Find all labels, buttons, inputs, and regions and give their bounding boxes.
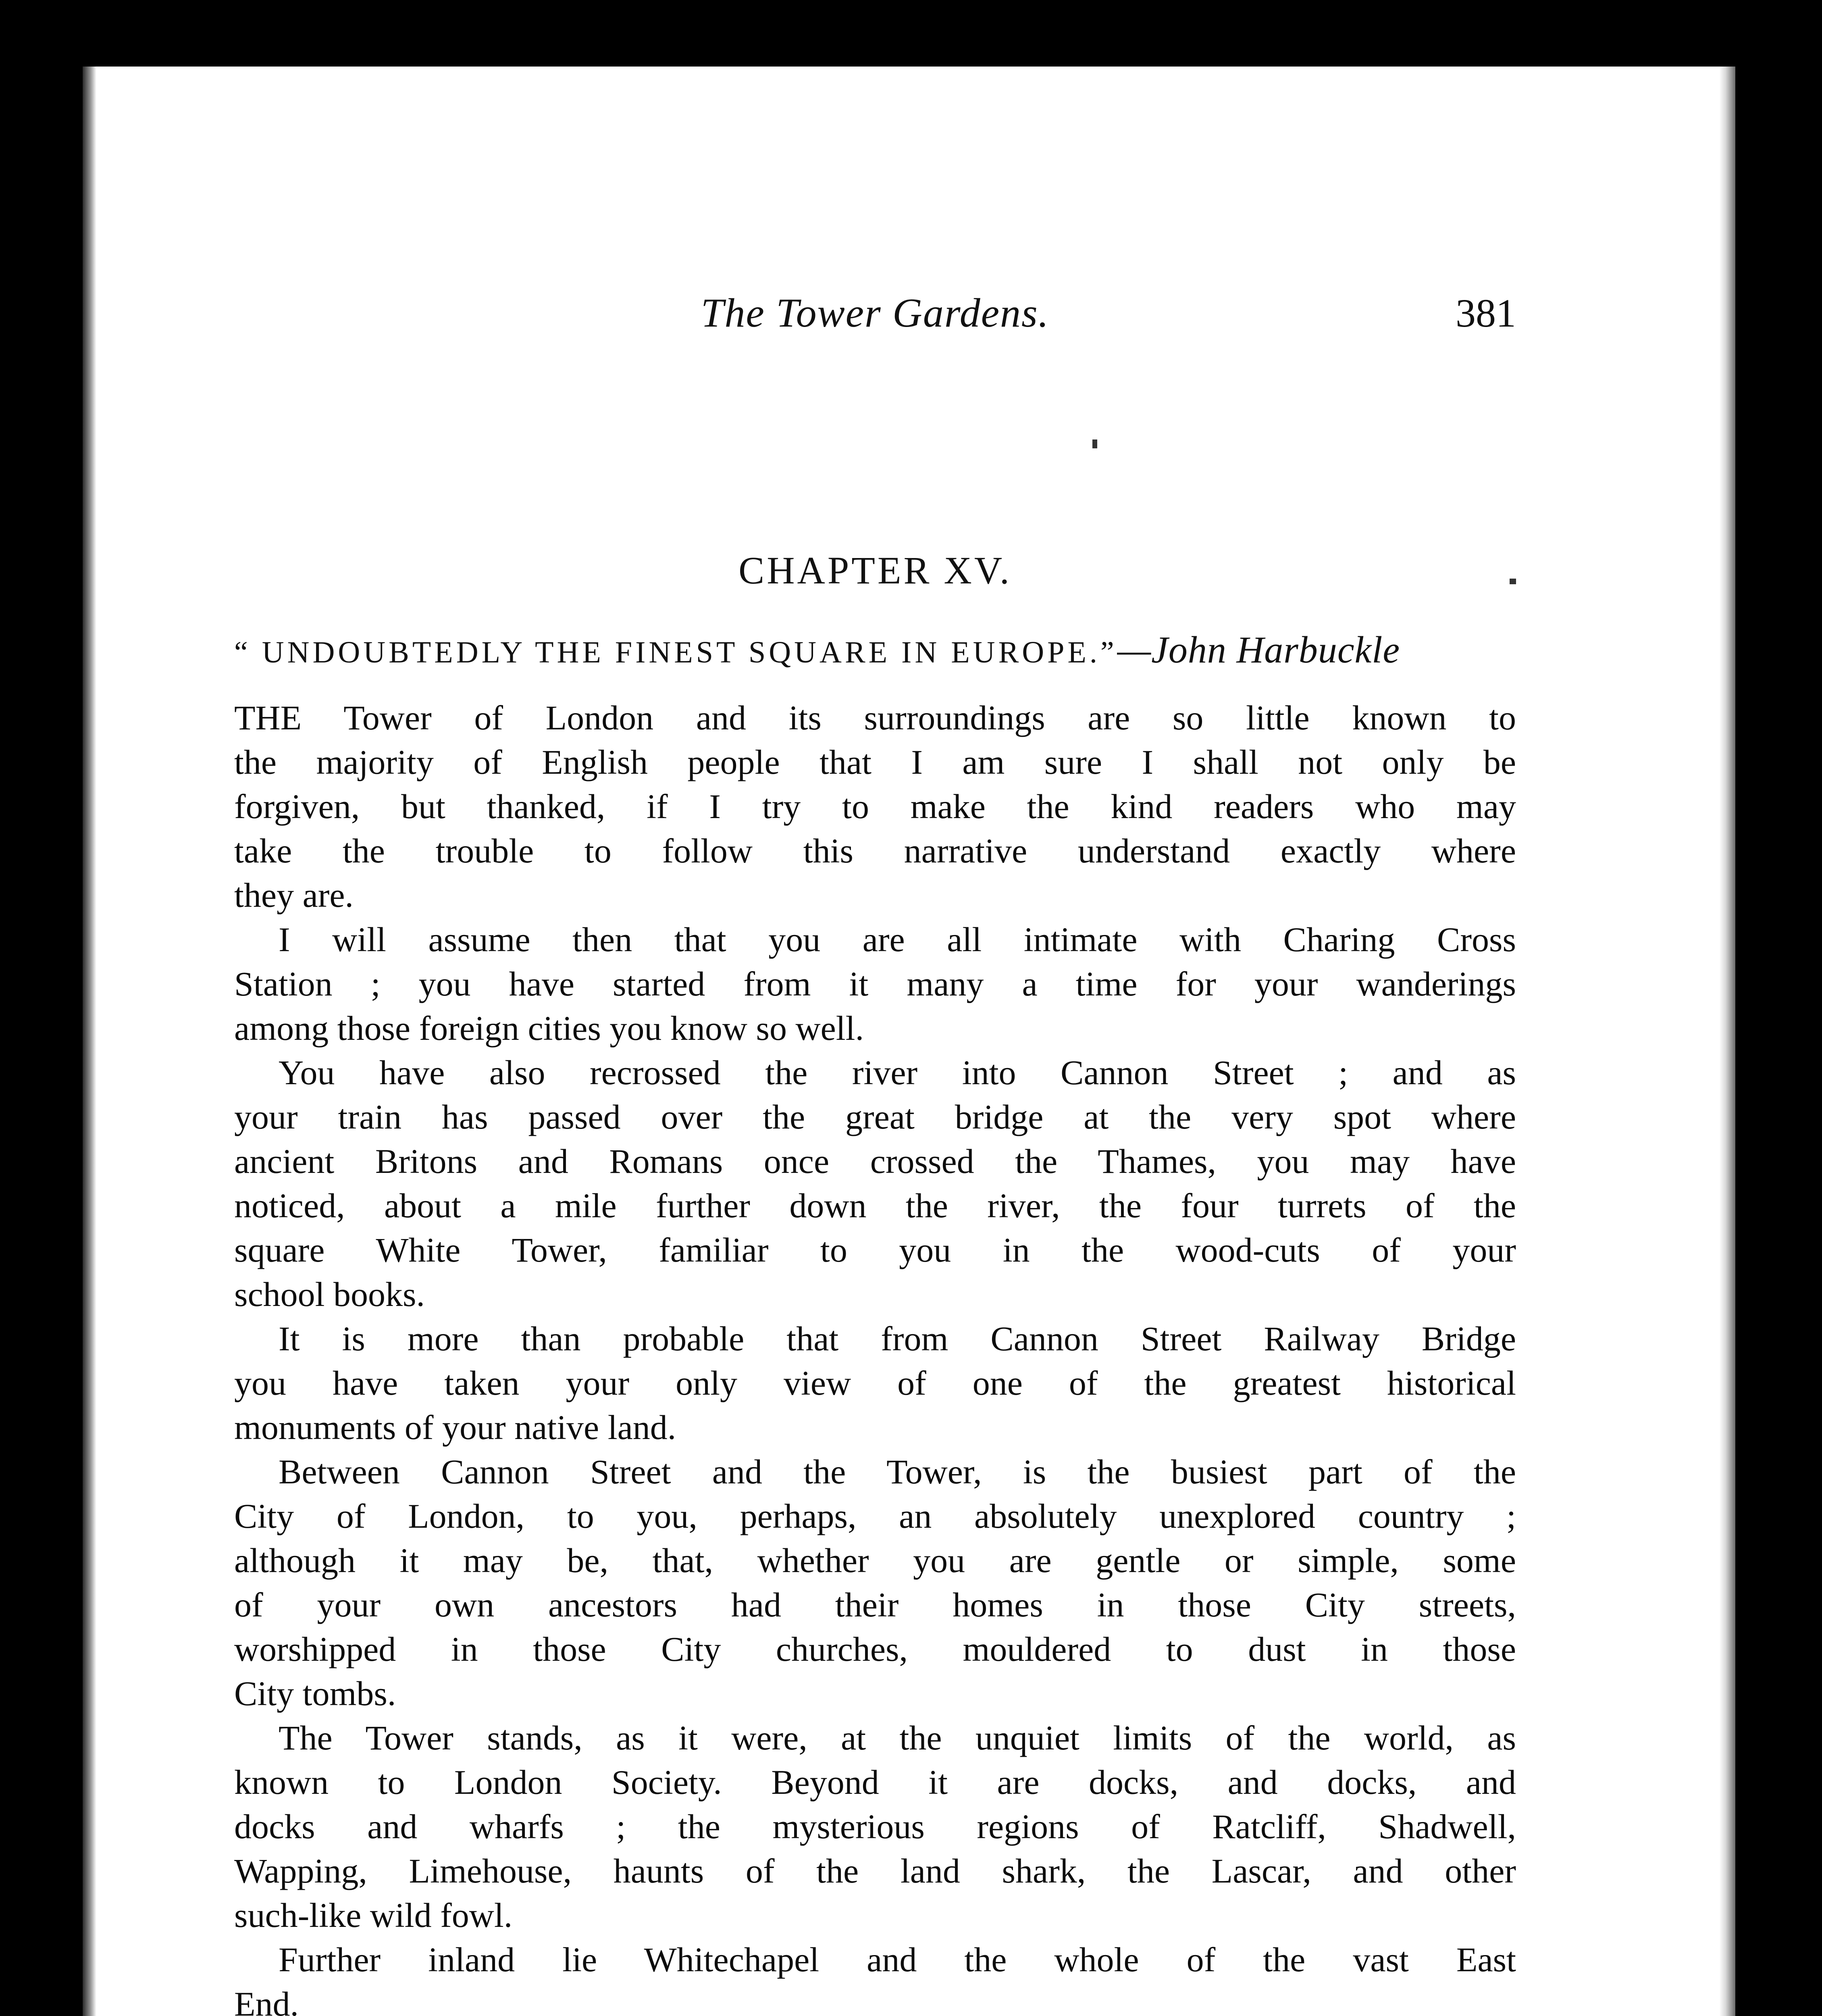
text-line: noticed, about a mile further down the river, the four turrets of the xyxy=(234,1186,1516,1225)
text-line: take the trouble to follow this narrative understand exactly where xyxy=(234,831,1516,870)
text-line: THE Tower of London and its surroundings are so little known to xyxy=(234,698,1516,737)
text-line: I will assume then that you are all intimate with Charing Cross xyxy=(279,920,1516,959)
text-line: school books. xyxy=(234,1275,425,1314)
text-line: square White Tower, familiar to you in the wood-cuts of your xyxy=(234,1231,1516,1269)
text-line: such-like wild fowl. xyxy=(234,1896,513,1935)
epigraph-quote: “ UNDOUBTEDLY THE FINEST SQUARE IN EUROPE.” xyxy=(234,635,1117,669)
text-line: Station ; you have started from it many a time for your wanderings xyxy=(234,964,1516,1003)
running-title: The Tower Gardens. xyxy=(701,290,1050,336)
scan-speck xyxy=(1092,439,1097,448)
text-line: known to London Society. Beyond it are docks, and docks, and xyxy=(234,1763,1516,1801)
text-line: the majority of English people that I am sure I shall not only be xyxy=(234,743,1516,781)
text-line: docks and wharfs ; the mysterious regions of Ratcliff, Shadwell, xyxy=(234,1807,1516,1846)
text-line: You have also recrossed the river into Cannon Street ; and as xyxy=(279,1053,1516,1092)
text-line: Between Cannon Street and the Tower, is the busiest part of the xyxy=(279,1452,1516,1491)
text-line: you have taken your only view of one of the greatest historical xyxy=(234,1364,1516,1402)
text-line: City tombs. xyxy=(234,1674,396,1713)
chapter-heading: CHAPTER XV. xyxy=(738,549,1012,592)
text-line: City of London, to you, perhaps, an absolutely unexplored country ; xyxy=(234,1497,1516,1535)
text-line: your train has passed over the great bridge at the very spot where xyxy=(234,1098,1516,1136)
text-line: forgiven, but thanked, if I try to make the kind readers who may xyxy=(234,787,1516,826)
text-line: The Tower stands, as it were, at the unquiet limits of the world, as xyxy=(279,1718,1516,1757)
spine-shadow xyxy=(83,67,96,2016)
page-number: 381 xyxy=(1456,291,1516,335)
book-page xyxy=(83,67,1735,2016)
epigraph-author: —John Harbuckle xyxy=(1117,629,1400,671)
epigraph xyxy=(234,624,1516,679)
text-line: Wapping, Limehouse, haunts of the land shark, the Lascar, and other xyxy=(234,1851,1516,1890)
running-head xyxy=(234,281,1516,346)
text-line: ancient Britons and Romans once crossed the Thames, you may have xyxy=(234,1142,1516,1181)
text-line: although it may be, that, whether you are gentle or simple, some xyxy=(234,1541,1516,1580)
text-line: worshipped in those City churches, mouldered to dust in those xyxy=(234,1630,1516,1668)
text-line: Further inland lie Whitechapel and the whole of the vast East xyxy=(279,1940,1516,1979)
page-edge-shadow xyxy=(1719,67,1735,2016)
text-line: monuments of your native land. xyxy=(234,1408,676,1447)
text-line: they are. xyxy=(234,876,354,914)
text-line: It is more than probable that from Cannon Street Railway Bridge xyxy=(279,1319,1516,1358)
text-line: End. xyxy=(234,1985,299,2016)
text-line: of your own ancestors had their homes in those City streets, xyxy=(234,1585,1516,1624)
text-line: among those foreign cities you know so well. xyxy=(234,1009,864,1048)
body-text xyxy=(234,696,1516,2016)
scan-speck xyxy=(1510,579,1516,584)
